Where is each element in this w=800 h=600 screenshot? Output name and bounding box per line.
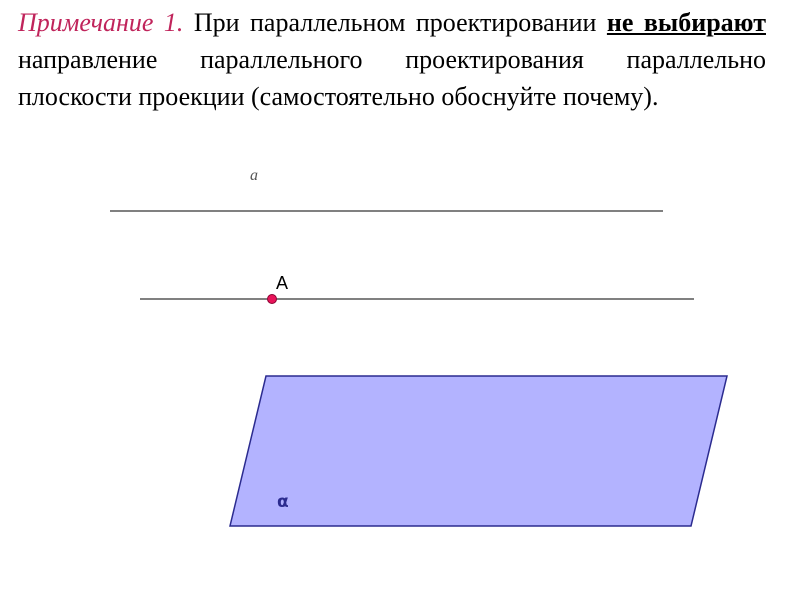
point-label: A: [276, 273, 289, 293]
note-text-after: направление параллельного проектирования параллельно плоскости проекции (самостоятельно обоснуйте почему).: [18, 45, 766, 111]
note-prefix: Примечание 1.: [18, 8, 184, 37]
plane-label: α: [277, 492, 289, 512]
note-emphasis: не выбирают: [606, 8, 766, 37]
plane-alpha: [230, 376, 727, 526]
line-a-label: a: [250, 167, 258, 184]
point-a: [268, 295, 277, 304]
note-text-before: При параллельном проектировании: [183, 8, 607, 37]
